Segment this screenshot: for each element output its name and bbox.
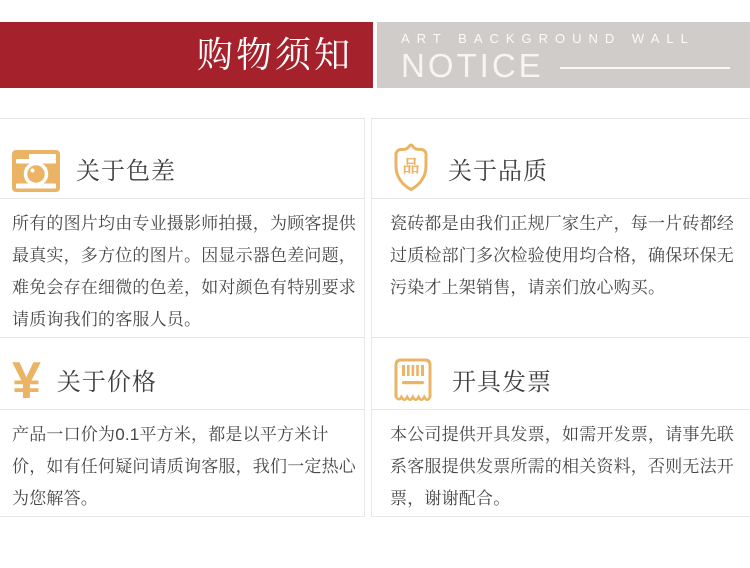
section-title: 关于色差: [76, 158, 176, 185]
section-title: 关于价格: [56, 369, 157, 396]
receipt-icon: [390, 356, 436, 403]
banner-subtitle-block: [377, 22, 750, 88]
page-title: 购物须知: [196, 34, 353, 75]
yen-glyph: ¥: [12, 352, 41, 410]
section-body-color-difference: 所有的图片均由专业摄影师拍摄，为顾客提供最真实，多方位的图片。因显示器色差问题，难免会存在细微的色差，如对颜色有特别要求请质询我们的客服人员。: [0, 199, 364, 338]
section-title-row-quality: [372, 119, 750, 199]
notice-column-right: [371, 118, 750, 517]
section-title-row-invoice: [372, 338, 750, 410]
svg-text:品: 品: [402, 157, 420, 176]
notice-column-left: [0, 118, 365, 517]
notice-grid: [0, 118, 750, 517]
header-banner: [0, 22, 750, 88]
banner-notice-row: [401, 48, 736, 84]
section-body-quality: 瓷砖都是由我们正规厂家生产，每一片砖都经过质检部门多次检验使用均合格，确保环保无污染才上架销售，请亲们放心购买。: [372, 199, 750, 338]
section-title-row-color-difference: [0, 119, 364, 199]
banner-notice-label: NOTICE: [401, 47, 544, 84]
section-title-row-price: [0, 338, 364, 410]
camera-icon: [12, 150, 60, 192]
yen-icon: [12, 352, 41, 410]
banner-subtitle-en: ART BACKGROUND WALL: [401, 31, 695, 46]
section-body-price: 产品一口价为0.1平方米，都是以平方米计价，如有任何疑问请质询客服，我们一定热心为您解答。: [12, 425, 356, 508]
banner-title-block: [0, 22, 373, 88]
section-title: 关于品质: [448, 158, 548, 185]
decorative-line: [560, 67, 730, 69]
section-title: 开具发票: [452, 369, 552, 396]
section-body-invoice: 本公司提供开具发票，如需开发票，请事先联系客服提供发票所需的相关资料，否则无法开票，谢谢配合。: [390, 425, 734, 508]
shield-quality-icon: [390, 142, 432, 192]
